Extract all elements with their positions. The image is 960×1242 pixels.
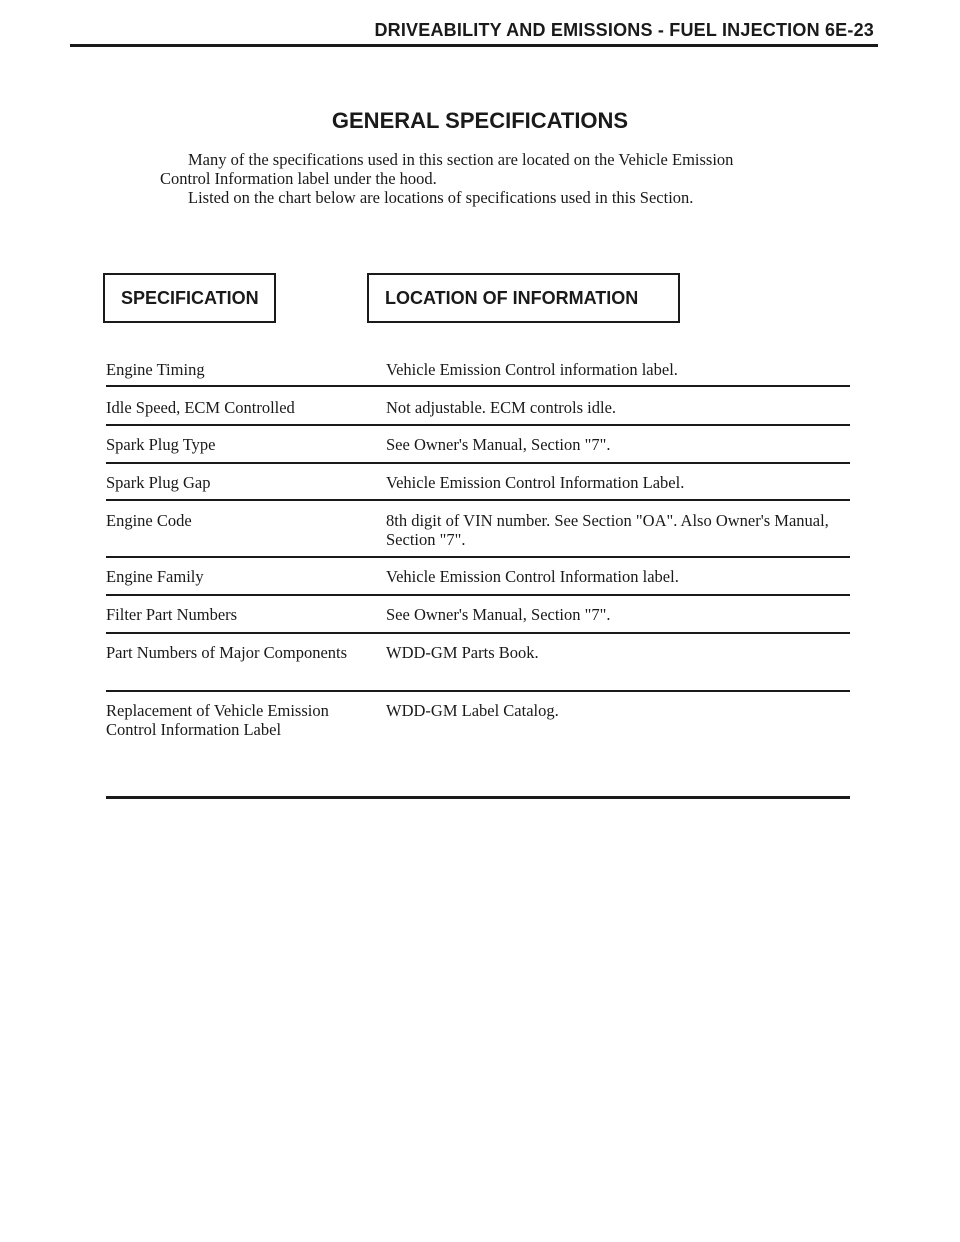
row-divider bbox=[106, 632, 850, 634]
intro-line-3: Listed on the chart below are locations of specifications used in this Section. bbox=[188, 188, 694, 207]
spec-cell: Idle Speed, ECM Controlled bbox=[106, 398, 295, 417]
spec-cell: Spark Plug Gap bbox=[106, 473, 211, 492]
intro-line-1: Many of the specifications used in this section are located on the Vehicle Emission bbox=[188, 150, 734, 169]
header-rule bbox=[70, 44, 878, 47]
location-cell: See Owner's Manual, Section "7". bbox=[386, 435, 611, 454]
location-cell: 8th digit of VIN number. See Section "OA". Also Owner's Manual, Section "7". bbox=[386, 511, 829, 549]
specification-column-header: SPECIFICATION bbox=[103, 273, 276, 323]
location-cell: WDD-GM Parts Book. bbox=[386, 643, 539, 662]
row-divider bbox=[106, 385, 850, 387]
intro-line-2: Control Information label under the hood. bbox=[160, 169, 437, 188]
page-title: GENERAL SPECIFICATIONS bbox=[331, 108, 629, 133]
spec-cell: Engine Family bbox=[106, 567, 204, 586]
row-divider bbox=[106, 690, 850, 692]
spec-cell: Spark Plug Type bbox=[106, 435, 216, 454]
running-header: DRIVEABILITY AND EMISSIONS - FUEL INJECTION 6E-23 bbox=[374, 20, 874, 40]
spec-cell: Engine Code bbox=[106, 511, 192, 530]
row-divider bbox=[106, 462, 850, 464]
location-cell: Vehicle Emission Control Information Label. bbox=[386, 473, 685, 492]
spec-cell: Filter Part Numbers bbox=[106, 605, 238, 624]
location-column-header: LOCATION OF INFORMATION bbox=[367, 273, 680, 323]
row-divider bbox=[106, 499, 850, 501]
row-divider bbox=[106, 424, 850, 426]
row-divider bbox=[106, 594, 850, 596]
spec-cell: Part Numbers of Major Components bbox=[106, 643, 348, 662]
spec-cell: Replacement of Vehicle Emission Control Information Label bbox=[106, 701, 329, 739]
location-cell: See Owner's Manual, Section "7". bbox=[386, 605, 611, 624]
intro-paragraph bbox=[160, 150, 820, 207]
spec-cell: Engine Timing bbox=[106, 360, 205, 379]
location-cell: WDD-GM Label Catalog. bbox=[386, 701, 559, 720]
table-bottom-rule bbox=[106, 796, 850, 799]
location-cell: Not adjustable. ECM controls idle. bbox=[386, 398, 617, 417]
row-divider bbox=[106, 556, 850, 558]
location-cell: Vehicle Emission Control Information label. bbox=[386, 567, 679, 586]
location-cell: Vehicle Emission Control information label. bbox=[386, 360, 678, 379]
